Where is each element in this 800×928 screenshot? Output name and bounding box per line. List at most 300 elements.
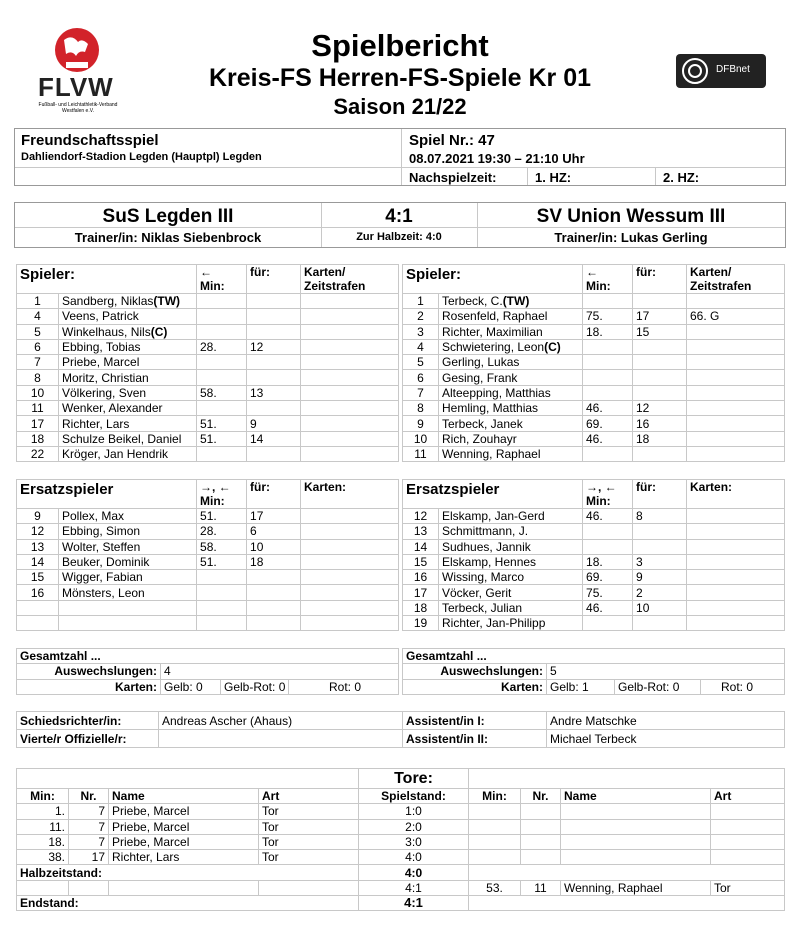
player-name — [439, 570, 583, 585]
player-name-text: Gesing, Frank — [442, 370, 518, 385]
goal-player-name: Wenning, Raphael — [561, 880, 711, 895]
sub-for: 15 — [633, 324, 687, 339]
sub-for — [247, 600, 301, 615]
cards — [301, 385, 399, 400]
player-number: 12 — [17, 524, 59, 539]
cards — [687, 616, 785, 631]
player-name-text: Völkering, Sven — [62, 385, 147, 400]
player-name-text: Wenker, Alexander — [62, 401, 163, 416]
player-name-text: Priebe, Marcel — [62, 355, 140, 370]
player-row — [403, 355, 785, 370]
player-name — [439, 294, 583, 309]
match-number: Spiel Nr.: 47 — [409, 132, 495, 149]
player-name-text: Schmittmann, J. — [442, 524, 529, 539]
sub-minute: 51. — [197, 554, 247, 569]
referee-label: Schiedsrichter/in: — [17, 712, 159, 730]
player-number: 5 — [17, 324, 59, 339]
player-name — [439, 585, 583, 600]
cards — [687, 509, 785, 524]
sub-for: 17 — [247, 509, 301, 524]
player-row — [17, 524, 399, 539]
player-row — [17, 339, 399, 354]
player-row — [17, 355, 399, 370]
sub-minute: 69. — [583, 416, 633, 431]
player-name — [59, 446, 197, 461]
sub-for: 2 — [633, 585, 687, 600]
sub-minute: 46. — [583, 401, 633, 416]
goal-score: 1:0 — [359, 804, 469, 819]
player-row — [403, 585, 785, 600]
cards — [687, 524, 785, 539]
goal-player-number: 7 — [69, 804, 109, 819]
player-number: 1 — [17, 294, 59, 309]
away-trainer: Trainer/in: Lukas Gerling — [554, 230, 708, 245]
assistant1-label: Assistent/in I: — [403, 712, 547, 730]
goal-minute: 18. — [17, 834, 69, 849]
match-datetime: 08.07.2021 19:30 – 21:10 Uhr — [409, 151, 585, 166]
goals-away-min-header: Min: — [469, 789, 521, 804]
goal-minute: 38. — [17, 850, 69, 865]
player-row — [403, 554, 785, 569]
sub-for — [247, 294, 301, 309]
halftime2-label: 2. HZ: — [663, 170, 700, 185]
player-name — [439, 324, 583, 339]
player-row — [17, 616, 399, 631]
away-sub-min-header: →, ← Min: — [583, 480, 633, 509]
away-subs-table — [402, 479, 785, 631]
sub-minute — [583, 539, 633, 554]
sub-minute: 18. — [583, 324, 633, 339]
player-name — [439, 401, 583, 416]
away-gesamtzahl-label: Gesamtzahl ... — [403, 649, 785, 664]
sub-minute — [197, 355, 247, 370]
player-name — [439, 554, 583, 569]
sub-minute: 51. — [197, 509, 247, 524]
player-name-text: Wolter, Steffen — [62, 539, 141, 554]
player-number: 4 — [17, 309, 59, 324]
home-trainer: Trainer/in: Niklas Siebenbrock — [74, 230, 262, 245]
player-row — [17, 401, 399, 416]
cards — [687, 539, 785, 554]
cards — [301, 446, 399, 461]
player-row — [403, 385, 785, 400]
sub-minute: 51. — [197, 416, 247, 431]
player-number: 14 — [17, 554, 59, 569]
player-number: 13 — [403, 524, 439, 539]
player-name — [59, 294, 197, 309]
goal-minute: 53. — [469, 880, 521, 895]
sub-for — [247, 370, 301, 385]
goal-row — [17, 880, 785, 895]
flvw-logo — [30, 24, 125, 119]
cards — [301, 616, 399, 631]
fourth-official-name — [159, 730, 403, 748]
player-name — [59, 431, 197, 446]
sub-for — [247, 355, 301, 370]
player-name — [59, 539, 197, 554]
sub-for: 10 — [247, 539, 301, 554]
player-name-text: Richter, Jan-Philipp — [442, 616, 546, 631]
cards — [687, 339, 785, 354]
sub-minute — [583, 524, 633, 539]
away-karten-label: Karten: — [403, 679, 547, 694]
cards — [301, 324, 399, 339]
player-name-text: Terbeck, Janek — [442, 416, 523, 431]
empty-cell — [469, 819, 521, 834]
sub-minute — [197, 570, 247, 585]
player-row — [403, 370, 785, 385]
cards — [687, 585, 785, 600]
cards — [687, 294, 785, 309]
player-number: 1 — [403, 294, 439, 309]
home-ersatz-header: Ersatzspieler — [17, 480, 197, 509]
player-number — [17, 600, 59, 615]
player-row — [17, 446, 399, 461]
player-row — [403, 524, 785, 539]
sub-minute: 75. — [583, 309, 633, 324]
goal-row — [17, 804, 785, 819]
sub-for: 16 — [633, 416, 687, 431]
sub-minute — [583, 446, 633, 461]
player-name-text: Gerling, Lukas — [442, 355, 520, 370]
away-team-name: SV Union Wessum III — [536, 206, 726, 227]
player-name — [439, 355, 583, 370]
sub-minute — [583, 355, 633, 370]
player-name-text: Elskamp, Hennes — [442, 555, 537, 570]
home-lineup-table — [16, 264, 399, 462]
fourth-official-label: Vierte/r Offizielle/r: — [17, 730, 159, 748]
player-name — [439, 416, 583, 431]
cards — [301, 309, 399, 324]
player-name-text: Wissing, Marco — [442, 570, 525, 585]
goals-home-name-header: Name — [109, 789, 259, 804]
empty-cell — [561, 804, 711, 819]
officials-table — [16, 711, 785, 748]
goal-player-name: Priebe, Marcel — [109, 819, 259, 834]
halftime1-label: 1. HZ: — [535, 170, 572, 185]
player-row — [403, 446, 785, 461]
sub-for: 10 — [633, 600, 687, 615]
home-auswechslungen-label: Auswechslungen: — [17, 664, 161, 679]
cards — [301, 509, 399, 524]
player-name-text: Rich, Zouhayr — [442, 431, 517, 446]
player-name — [439, 446, 583, 461]
player-role: (TW) — [153, 294, 181, 309]
player-row — [403, 416, 785, 431]
player-name-text: Sandberg, Niklas — [62, 294, 154, 309]
player-role: (TW) — [502, 294, 530, 309]
goals-home-min-header: Min: — [17, 789, 69, 804]
sub-for: 9 — [633, 570, 687, 585]
sub-minute — [583, 385, 633, 400]
empty-cell — [711, 834, 785, 849]
player-row — [17, 570, 399, 585]
player-row — [17, 370, 399, 385]
sub-for — [247, 446, 301, 461]
home-fuer-header: für: — [247, 265, 301, 294]
player-name-text: Beuker, Dominik — [62, 555, 150, 570]
goal-score: 4:0 — [359, 850, 469, 865]
cards — [687, 570, 785, 585]
goal-row — [17, 850, 785, 865]
player-name — [59, 509, 197, 524]
player-name — [439, 616, 583, 631]
dfb-emblem-icon — [680, 57, 710, 85]
home-rot: Rot: 0 — [289, 679, 399, 694]
sub-for — [247, 324, 301, 339]
cards — [301, 355, 399, 370]
player-row — [17, 509, 399, 524]
player-name — [59, 616, 197, 631]
match-type: Freundschaftsspiel — [21, 132, 159, 149]
empty-cell — [521, 834, 561, 849]
player-name-text: Ebbing, Tobias — [62, 340, 141, 355]
away-auswechslungen-value: 5 — [547, 664, 785, 679]
player-number: 12 — [403, 509, 439, 524]
player-name — [59, 524, 197, 539]
player-number: 3 — [403, 324, 439, 339]
empty-cell — [521, 850, 561, 865]
assistant2-name: Michael Terbeck — [547, 730, 785, 748]
player-number: 5 — [403, 355, 439, 370]
final-value: 4:1 — [359, 896, 469, 911]
goals-title: Tore: — [359, 769, 469, 789]
player-row — [403, 309, 785, 324]
away-gelbrot: Gelb-Rot: 0 — [615, 679, 701, 694]
cards — [301, 524, 399, 539]
player-name-text: Hemling, Matthias — [442, 401, 539, 416]
player-row — [17, 385, 399, 400]
player-row — [403, 431, 785, 446]
player-number: 9 — [17, 509, 59, 524]
home-spieler-header: Spieler: — [17, 265, 197, 294]
player-number: 15 — [17, 570, 59, 585]
player-number: 7 — [403, 385, 439, 400]
home-gelb: Gelb: 0 — [161, 679, 221, 694]
player-number: 19 — [403, 616, 439, 631]
player-name-text: Wigger, Fabian — [62, 570, 143, 585]
goal-type: Tor — [711, 880, 785, 895]
home-min-header: ← Min: — [197, 265, 247, 294]
goals-away-nr-header: Nr. — [521, 789, 561, 804]
player-name-text: Winkelhaus, Nils — [62, 324, 151, 339]
player-row — [403, 401, 785, 416]
away-auswechslungen-label: Auswechslungen: — [403, 664, 547, 679]
away-spieler-header: Spieler: — [403, 265, 583, 294]
assistant1-name: Andre Matschke — [547, 712, 785, 730]
goal-type: Tor — [259, 850, 359, 865]
away-sub-karten-header: Karten: — [687, 480, 785, 509]
empty-cell — [469, 850, 521, 865]
player-number: 11 — [403, 446, 439, 461]
player-name-text: Moritz, Christian — [62, 370, 149, 385]
player-name — [59, 355, 197, 370]
sub-minute — [197, 324, 247, 339]
player-name — [439, 431, 583, 446]
player-number: 15 — [403, 554, 439, 569]
player-name-text: Terbeck, C. — [442, 294, 503, 309]
empty-cell — [711, 804, 785, 819]
player-role: (C) — [544, 340, 561, 355]
player-number: 6 — [17, 339, 59, 354]
player-name — [59, 324, 197, 339]
away-min-header: ← Min: — [583, 265, 633, 294]
halftime-value: 4:0 — [359, 865, 469, 880]
sub-for — [633, 294, 687, 309]
player-row — [403, 339, 785, 354]
player-name-text: Kröger, Jan Hendrik — [62, 447, 169, 462]
player-number: 6 — [403, 370, 439, 385]
goal-minute: 11. — [17, 819, 69, 834]
away-rot: Rot: 0 — [701, 679, 785, 694]
away-fuer-header: für: — [633, 265, 687, 294]
empty-cell — [711, 819, 785, 834]
home-team-name: SuS Legden III — [102, 206, 234, 227]
player-name — [59, 416, 197, 431]
goals-away-art-header: Art — [711, 789, 785, 804]
sub-minute: 58. — [197, 385, 247, 400]
cards — [301, 416, 399, 431]
home-karten-header: Karten/ Zeitstrafen — [301, 265, 399, 294]
cards — [687, 370, 785, 385]
player-name — [59, 600, 197, 615]
player-name-text: Richter, Lars — [62, 416, 130, 431]
cards — [687, 385, 785, 400]
goal-player-name: Richter, Lars — [109, 850, 259, 865]
player-number: 18 — [403, 600, 439, 615]
player-number: 10 — [17, 385, 59, 400]
goal-type: Tor — [259, 834, 359, 849]
player-number: 8 — [403, 401, 439, 416]
empty-cell — [69, 880, 109, 895]
sub-for — [633, 446, 687, 461]
home-subs-table — [16, 479, 399, 631]
final-score: 4:1 — [385, 206, 413, 227]
player-name — [59, 554, 197, 569]
player-name-text: Mönsters, Leon — [62, 585, 145, 600]
sub-for — [247, 401, 301, 416]
player-name — [439, 509, 583, 524]
player-number: 9 — [403, 416, 439, 431]
sub-minute — [583, 294, 633, 309]
player-row — [17, 585, 399, 600]
sub-minute — [197, 446, 247, 461]
player-name-text: Wenning, Raphael — [442, 447, 541, 462]
sub-minute: 58. — [197, 539, 247, 554]
sub-minute: 46. — [583, 431, 633, 446]
player-name-text: Sudhues, Jannik — [442, 539, 531, 554]
cards — [687, 355, 785, 370]
sub-for — [247, 309, 301, 324]
player-name — [439, 385, 583, 400]
player-number — [17, 616, 59, 631]
goal-player-name: Priebe, Marcel — [109, 834, 259, 849]
sub-minute: 18. — [583, 554, 633, 569]
competition-title: Kreis-FS Herren-FS-Spiele Kr 01 — [208, 64, 592, 92]
sub-minute — [197, 616, 247, 631]
player-role: (C) — [150, 324, 168, 339]
away-sub-fuer-header: für: — [633, 480, 687, 509]
player-number: 16 — [17, 585, 59, 600]
empty-cell — [17, 880, 69, 895]
empty-cell — [561, 834, 711, 849]
player-name-text: Elskamp, Jan-Gerd — [442, 509, 545, 524]
player-name-text: Schulze Beikel, Daniel — [62, 431, 182, 446]
sub-minute — [197, 600, 247, 615]
cards — [301, 370, 399, 385]
sub-for — [633, 616, 687, 631]
sub-for — [633, 539, 687, 554]
goal-row — [17, 834, 785, 849]
cards — [301, 539, 399, 554]
player-row — [403, 294, 785, 309]
sub-for: 17 — [633, 309, 687, 324]
sub-for: 12 — [247, 339, 301, 354]
player-name — [439, 339, 583, 354]
sub-minute: 75. — [583, 585, 633, 600]
sub-minute — [197, 294, 247, 309]
player-row — [403, 570, 785, 585]
player-name — [439, 539, 583, 554]
sub-for: 18 — [633, 431, 687, 446]
empty-cell — [561, 819, 711, 834]
player-name-text: Veens, Patrick — [62, 309, 139, 324]
flvw-wordmark: FLVW — [38, 72, 114, 102]
sub-for — [633, 385, 687, 400]
dfbnet-label: DFBnet — [716, 64, 750, 75]
nachspielzeit-label: Nachspielzeit: — [409, 170, 497, 185]
player-name-text: Richter, Maximilian — [442, 324, 543, 339]
goals-stand-header: Spielstand: — [359, 789, 469, 804]
player-row — [17, 309, 399, 324]
cards — [687, 600, 785, 615]
sub-for: 3 — [633, 554, 687, 569]
halftime-label: Halbzeitstand: — [17, 865, 359, 880]
sub-for: 9 — [247, 416, 301, 431]
goal-player-name: Priebe, Marcel — [109, 804, 259, 819]
player-name — [59, 309, 197, 324]
away-ersatz-header: Ersatzspieler — [403, 480, 583, 509]
goal-player-number: 11 — [521, 880, 561, 895]
season-title: Saison 21/22 — [333, 94, 467, 119]
goal-row — [17, 819, 785, 834]
player-number: 13 — [17, 539, 59, 554]
cards — [687, 324, 785, 339]
sub-for — [633, 339, 687, 354]
sub-minute: 69. — [583, 570, 633, 585]
goals-home-art-header: Art — [259, 789, 359, 804]
player-row — [403, 324, 785, 339]
player-number: 7 — [17, 355, 59, 370]
player-name-text: Terbeck, Julian — [442, 600, 523, 615]
home-totals-table — [16, 648, 399, 695]
player-name — [59, 585, 197, 600]
cards: 66. G — [687, 309, 785, 324]
goals-table — [16, 768, 785, 911]
goal-player-number: 17 — [69, 850, 109, 865]
home-auswechslungen-value: 4 — [161, 664, 399, 679]
player-row — [17, 294, 399, 309]
sub-for — [633, 355, 687, 370]
sub-minute: 28. — [197, 339, 247, 354]
sub-for — [247, 585, 301, 600]
empty-cell — [259, 880, 359, 895]
player-name-text: Rosenfeld, Raphael — [442, 309, 548, 324]
player-number: 17 — [403, 585, 439, 600]
sub-minute — [197, 585, 247, 600]
cards — [687, 431, 785, 446]
sub-minute: 51. — [197, 431, 247, 446]
